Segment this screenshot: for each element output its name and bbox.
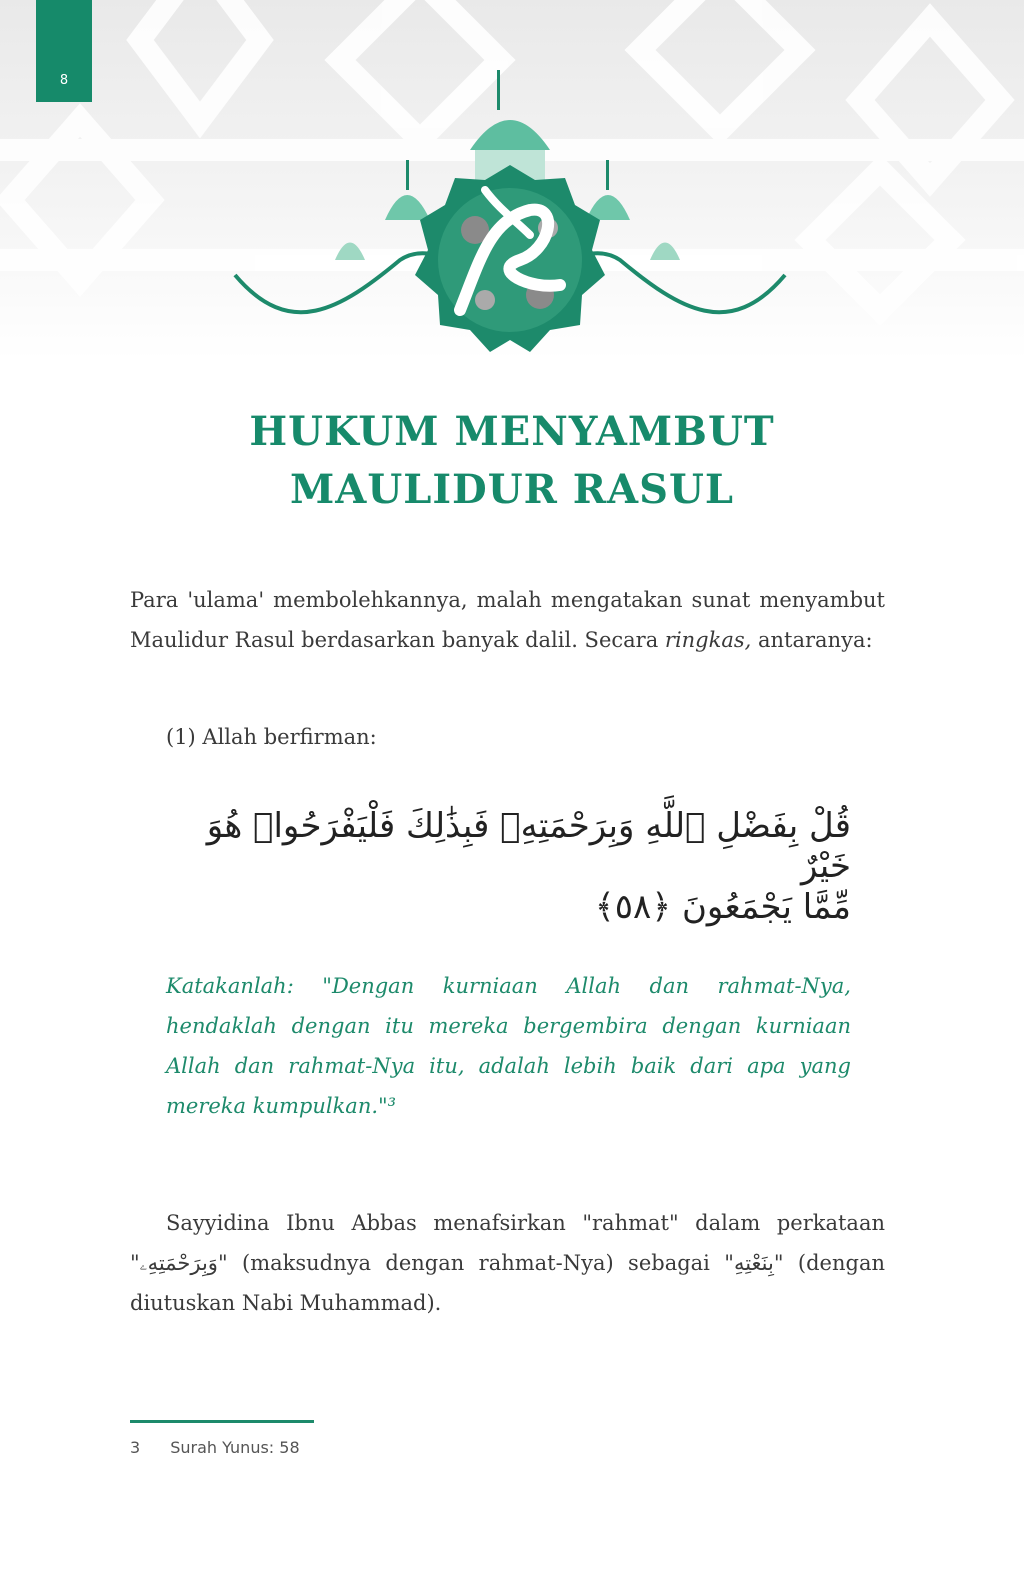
footnote-number: 3 [130,1438,141,1457]
arabic-word-2: بِنَعْتِهِ [733,1251,774,1275]
intro-text: Para 'ulama' membolehkannya, malah mengatakan sunat menyambut Maulidur Rasul berdasarkan banyak dalil. Secara [130,588,885,652]
quran-verse-line-1: قُلْ بِفَضْلِ ٱللَّهِ وَبِرَحْمَتِهِۦ فَبِذَٰلِكَ فَلْيَفْرَحُوا۟ هُوَ خَيْرٌ [206,806,851,886]
intro-end: antaranya: [751,628,873,652]
page-number-tab [36,0,92,102]
muhammad-emblem [230,60,790,380]
page-number: 8 [59,73,69,88]
footnote-text: Surah Yunus: 58 [170,1438,300,1457]
explanation-paragraph [130,1203,885,1323]
verse-translation: Katakanlah: "Dengan kurniaan Allah dan rahmat-Nya, hendaklah dengan itu mereka bergembira dengan kurniaan Allah dan rahmat-Nya itu, adalah lebih baik dari apa yang mereka kumpulkan."³ [166,974,851,1118]
quran-verse-line-2: مِّمَّا يَجْمَعُونَ ﴿٥٨﴾ [594,887,851,927]
footnote [130,1438,300,1457]
arabic-word-1: وَبِرَحْمَتِهِۦ [139,1251,218,1275]
page-title-line-1: HUKUM MENYAMBUT [249,408,775,455]
intro-italic: ringkas, [664,628,752,652]
footnote-divider [130,1420,314,1423]
evidence-label: (1) Allah berfirman: [166,725,377,749]
intro-paragraph [130,580,885,660]
explanation-part-2: " (maksudnya dengan rahmat-Nya) sebagai " [217,1251,734,1275]
muhammad-calligraphy-icon [415,165,605,352]
explanation-part-1: Sayyidina Ibnu Abbas menafsirkan "rahmat" dalam perkataan " [130,1211,885,1275]
explanation-part-3: " (dengan diutuskan Nabi Muhammad). [130,1251,885,1315]
page-title-line-2: MAULIDUR RASUL [290,466,734,513]
